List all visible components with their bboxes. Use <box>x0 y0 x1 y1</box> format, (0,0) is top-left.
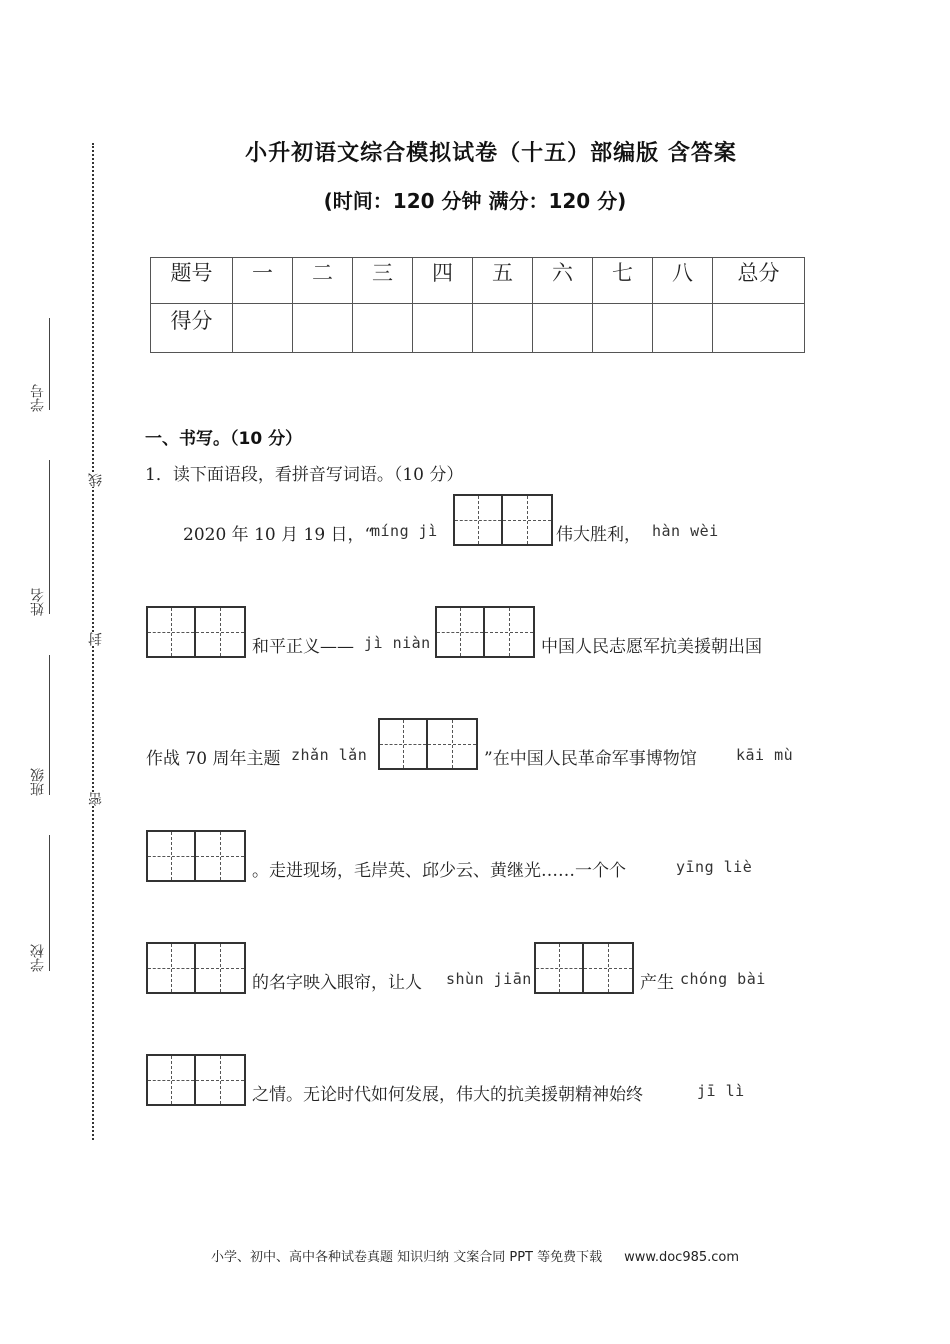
header-cell: 二 <box>293 258 353 304</box>
answer-box-mingji[interactable] <box>453 494 553 546</box>
score-cell[interactable] <box>473 304 533 353</box>
score-cell[interactable] <box>293 304 353 353</box>
pinyin-prompt: chóng bài <box>680 970 766 988</box>
score-cell[interactable] <box>533 304 593 353</box>
question-1-prompt: 1．读下面语段，看拼音写词语。（10 分） <box>145 465 464 485</box>
answer-box-hanwei[interactable] <box>146 606 246 658</box>
school-label: 学校 <box>30 944 46 972</box>
passage-text: 作战 70 周年主题 <box>146 749 281 769</box>
header-cell: 总分 <box>713 258 805 304</box>
pinyin-prompt: jī lì <box>697 1082 745 1100</box>
header-cell: 三 <box>353 258 413 304</box>
writing-cell[interactable] <box>536 944 584 992</box>
answer-box-yinglie[interactable] <box>146 942 246 994</box>
writing-cell[interactable] <box>148 608 196 656</box>
writing-cell[interactable] <box>148 1056 196 1104</box>
section-1-heading: 一、书写。（10 分） <box>145 429 303 449</box>
header-cell: 七 <box>593 258 653 304</box>
writing-cell[interactable] <box>196 832 244 880</box>
score-cell[interactable] <box>353 304 413 353</box>
writing-cell[interactable] <box>584 944 632 992</box>
header-cell: 六 <box>533 258 593 304</box>
answer-box-kaimu[interactable] <box>146 830 246 882</box>
pinyin-prompt: hàn wèi <box>652 522 719 540</box>
seal-word-secret: 密 <box>88 792 104 806</box>
pinyin-prompt: yīng liè <box>676 858 753 876</box>
writing-cell[interactable] <box>503 496 551 544</box>
writing-cell[interactable] <box>428 720 476 768</box>
header-cell: 四 <box>413 258 473 304</box>
answer-box-shunjian[interactable] <box>534 942 634 994</box>
passage-text: 和平正义—— <box>252 637 354 657</box>
pinyin-prompt: míng jì <box>371 522 438 540</box>
name-label: 姓名 <box>30 588 46 616</box>
score-cell[interactable] <box>233 304 293 353</box>
passage-text: 之情。无论时代如何发展，伟大的抗美援朝精神始终 <box>252 1085 643 1105</box>
footer-text: 小学、初中、高中各种试卷真题 知识归纳 文案合同 PPT 等免费下载 <box>210 1250 603 1265</box>
passage-text: 伟大胜利， <box>556 525 641 545</box>
passage-text: ”在中国人民革命军事博物馆 <box>484 749 697 769</box>
score-table <box>150 257 805 353</box>
pinyin-prompt: jì niàn <box>364 634 431 652</box>
answer-box-jinian[interactable] <box>435 606 535 658</box>
writing-cell[interactable] <box>196 1056 244 1104</box>
writing-cell[interactable] <box>437 608 485 656</box>
header-cell: 五 <box>473 258 533 304</box>
header-cell: 八 <box>653 258 713 304</box>
page-footer <box>0 1246 950 1265</box>
class-label: 班级 <box>30 768 46 796</box>
answer-box-chongbai[interactable] <box>146 1054 246 1106</box>
writing-cell[interactable] <box>485 608 533 656</box>
header-cell: 题号 <box>151 258 233 304</box>
writing-cell[interactable] <box>148 944 196 992</box>
class-blank[interactable] <box>49 655 51 795</box>
passage-text: 产生 <box>640 973 674 993</box>
student-id-label: 学号 <box>30 384 46 412</box>
score-cell[interactable] <box>713 304 805 353</box>
passage-text: 2020 年 10 月 19 日，“ <box>183 525 374 545</box>
score-row-label: 得分 <box>151 304 233 353</box>
passage-text: 的名字映入眼帘，让人 <box>252 973 422 993</box>
school-blank[interactable] <box>49 835 51 971</box>
passage-text: 中国人民志愿军抗美援朝出国 <box>541 637 762 657</box>
page-title: 小升初语文综合模拟试卷（十五）部编版 含答案 <box>245 141 737 166</box>
exam-time-score: (时间：120 分钟 满分：120 分) <box>323 189 627 213</box>
name-blank[interactable] <box>49 460 51 614</box>
score-cell[interactable] <box>413 304 473 353</box>
pinyin-prompt: zhǎn lǎn <box>291 746 368 764</box>
writing-cell[interactable] <box>380 720 428 768</box>
writing-cell[interactable] <box>148 832 196 880</box>
passage-text: 。走进现场，毛岸英、邱少云、黄继光……一个个 <box>252 861 626 881</box>
score-cell[interactable] <box>653 304 713 353</box>
writing-cell[interactable] <box>455 496 503 544</box>
pinyin-prompt: shùn jiān <box>446 970 532 988</box>
seal-word-line: 线 <box>88 473 104 487</box>
score-cell[interactable] <box>593 304 653 353</box>
seal-word-seal: 封 <box>88 632 104 646</box>
writing-cell[interactable] <box>196 944 244 992</box>
header-cell: 一 <box>233 258 293 304</box>
answer-box-zhanlan[interactable] <box>378 718 478 770</box>
student-id-blank[interactable] <box>49 318 51 410</box>
pinyin-prompt: kāi mù <box>736 746 794 764</box>
footer-url[interactable]: www.doc985.com <box>624 1250 740 1265</box>
writing-cell[interactable] <box>196 608 244 656</box>
